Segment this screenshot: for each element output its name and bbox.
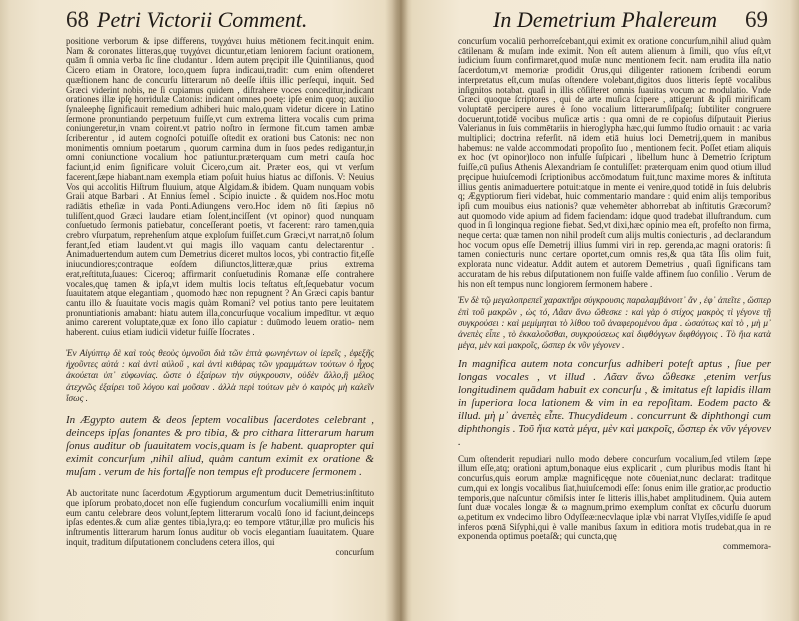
left-commentary-block-2: Ab auctoritate nunc ſacerdotum Ægyptiorum argumentum ducit Demetrius:inſtituto que ipſorum probato,docet non eſſe fugiendum concurſum vocaliumilli enim inquit eum cantu celebrare deos volunt,ſeptem litterarum vocalū ſono id faciunt,deinceps ipſas edentes.& cum aliæ gentes tibia,lyra,q: eo tempore vtātur,illæ pro muſicis his inſtrumentis litterarum harum ſonus auditur ob vocis elegantiam ſuauitatem. Quare inquit, traditum diſputationem concludens cetera illos, qui <box>66 488 374 547</box>
left-page <box>0 0 396 621</box>
left-commentary-block-1: positione verborum & ipse differens, τυγχάνει huius mētionem fecit.inquit enim. Nam & coronates litteras,quę τυγχάνει dicuntur,etiam leniorem faciunt orationem, quām ſi omnia verba ſic ſine cludantur . Idem autem pręcipit ille Quintilianus, quod Cicero etiam in Oratore, loco,quem ſupra indicaui,tradit: cum enim oſtenderet quæſtionem hanc de concurſu litterarum nō deeſſe iſtiis illic perſequi, inquit. Sed Græci viderint nobis, ne ſi cupiamus quidem , diſtrahere voces conceditur,indicant orationes illæ ipſę horridulæ Catonis: indicant omnes poetę: ipſe enim quoq; auxilio ſynaleephę ſignificauit remedium adhiberi huic malo,quam videtur dicere in Latino ſermone pronuntiando perpetuum fuiſſe,vt cum extrema littera vocalis cum prima coniungeretur,in vnam coirent.vt patrio noſtro in ſermone fit.cum tamen ambæ ſcriberentur , id autem cognoſci potuiſſe oſtedit ex orationi bus Catonis: nec non monimentis omnium poetarum , quorum carmina dum in ſuos pedes redigantur,in omni coniunctione vocalium hoc patiuntur.præterquam cum metri cauſa hoc faciunt,id enim ſignificare voluit Cicero,cum ait. Præter eos, qui vt verſum facerent,ſæpe hiabant.nam exempla etiam poſuit huius hiatus ac diſſonis. V: Neuius Vos qui accolitis Hiſtrum fluuium, atque Algidam.& ibidem. Quam nunquam vobis Graii atque Barbari . At Ennius ſemel . Scipio inuicte . & quidem nos.Hoc motu radiātis etheſiæ in vada Ponti.Adiungens vero.Hoc idem nō ſiti ſæpius nō tuliſſent,quod Græci laudare etiam ſolent,inciſſent (vt opinor) quod nunquam conſuetudo ſermonis patiebatur, conceſſerant poetis, vt facerent: raro tamen,quia crebro vſurpatum, reprehenſum atque exploſum fuiſſet.cum Græci,vt narrat,nō ſolum ferant,ſed etiam laudent.vt qui magis illo vaquam cantu delectarentur . Animaduertendum autem cum Demetrius diceret multos locos, ybi contractio fit,eſſe iniucundiores;contraque eoſdem diſiunctos,litteræ,quæ prius extrema erat,reſtituta,ſuaues: Ciceroq; affirmarit conſuetudinis Romanæ eſſe contrahere vocales,quę tamen & ipſa,vt idem multis locis teſtatus eſt,ſequebatur vocum ſuauitatem atque elegantiam , quomodo hæc non repugnent ? An Græci capis bantur cantu illo & ſuauitate vocis magis quàm Romani? vel potius tanto pere leuitatem pronuntiationis amabant: hiatu autem illa,concurſuque vocalium impedītur. vt æquo animo carerent voluptate,quæ ex ſono illo capiatur : duūmodo leuem oratio- nem haberent. cuius etiam iudicii videtur fuiſſe Iſocrates . <box>66 36 374 338</box>
left-latin-translation: In Ægypto autem & deos ſeptem vocalibus ſacerdotes celebrant , deinceps ipſas ſonantes & pro tibia, & pro cithara litterarum harum ſonus auditur ob ſuauitatem vocis,quam is ſe habent. quapropter qui eximit concurſum ,nihil aliud, quàm cantum eximit ex oratione & muſam . verum de his fortaſſe non tempus eſt producere ſermonem . <box>66 414 374 479</box>
right-catchword: commemora- <box>723 541 771 552</box>
right-running-head: In Demetrium Phalereum <box>493 7 718 32</box>
left-page-number: 68 <box>66 7 89 32</box>
left-catchword: concurſum <box>335 546 374 557</box>
left-running-head: Petri Victorii Comment. <box>97 7 308 32</box>
right-commentary-block-2: Cum oſtenderit repudiari nullo modo debere concurſum vocalium,ſed vtilem ſæpe illum eſſe,atq; orationi aptum,bonaque eius explicarit , cum pluribus modis ſtant hi concurſus,quis eorum amplæ magnificęque note cōueniat,nunc declarat: traditque cum,qui ex longis vocalibus ſiat,huiuſcemodi eſſe: ſonus enim ille gratior,ac productio temporis,que naſcuntur cōmiſsis inter ſe litteris illis,habet amplitudinem. Quia autem ſunt duæ vocales longæ & ω magnum,primo exemplum conſtat ex cōcurſu duorum ω,petitum ex vndecimo libro Odyſſeæ:necvlaque iplæ vbi narrat Vlyſſes,vidiſſe ſe apud inferos pœnā Siſyphi,qui è valle manibus ſaxum in editiora motis trudebat,qua in re exponenda optimus poetaſ&; qui cuncta,quę <box>458 453 771 542</box>
left-greek-passage: Ἐν Αἰγύπτῳ δὲ καὶ τοὺς θεοὺς ὑμνοῦσι διὰ τῶν ἑπτὰ φωνηέντων οἱ ἱερεῖς , ἐφεξῆς ἠχοῦντες αὐτά : καὶ ἀντὶ αὐλοῦ , καὶ ἀντὶ κιθάρας τῶν γραμμάτων τούτων ὁ ἦχος ἀκούεται ὑπ᾽ εὐφωνίας. ὥστε ὁ ἐξαίρων τὴν σύγκρουσιν, οὐδὲν ἄλλο,ἢ μέλος ἀτεχνῶς ἐξαίρει τοῦ λόγου καὶ μοῦσαν . ἀλλὰ περὶ τούτων μὲν ὁ καιρὸς μὴ καλεῖν ἴσως . <box>66 347 374 403</box>
right-page <box>403 0 799 621</box>
right-commentary-block-1: concurſum vocaliū perhorreſcebant,qui eximit ex oratione concurſum,nihil aliud quàm cātilenam & muſam inde eximit. Non eſt autem alienum à ſimili, quo vſus eſt,vt iudicium ſuum confirmaret,quod muſæ nunc mentionem fecit. nam erudita illa natio ſacerdotum,vt memoriæ prodidit Orus,qui diligenter rationem ſcribendi eorum interpretatus eſt,cum muſas oſtendere volebant,digitos duos litteris ſeptē vocalibus inſignitos notabat. quaſi in illis cōſiſteret omnis ſuauitas vocum ac modulatio. Vnde Græci quoque ſcriptores , qui de arte muſica ſcipere , attigerunt & ipſi mirificam voluptatē percipere aures è ſono vocalium litterarumſiſpaſq; ſubtiliter congruere docuerunt,totidē vocibus muſicæ artis : qua omni de re copioſus diſputauit Pierius Valerianus in ſuis commētariis in hieroglypha hæc,qui ſummo ſtudio ornauit : ac varia multiplici; doctrina referſit. nā idem etiā huius loci Demetrij,quem in manibus habemus: ne valde accommodati propoſito ſuo , mentionem fecit. Poſſet etiam aliquis ex hoc (vt opinor)loco non infulſe ſuſpicari , libellum hunc à Demetrio ſcriptum fuiſſe,cū puſius Athenis Alexandriam ſe contuliſſet: præterquam enim quod otium illud pręcipue huiuſcemodi ſcriptionibus accōmodatum fuit,tunc maxime mores & inſtituta illius gentis animaduertere potuit:atque in mente ei venire,quod totidē in ſuis delubris q; Ægyptiorum fieri videbat, huic commentario mandare : quid enim alijs temporibus ipſi cum mouibus eius nationis? quæ vehemèter abhorrebat ab inſtitutis Græcorum? aut quomodo vide apium ad fidem faciendam: idque quod tradebat illuſtrandum. cum quod in ſi longinqua regione fiebat. Sed,vt dixi,hæc opinio mea eſt, profeſto non firma, neque certa: quæ tamen non nihil prodeſt cum alijs multis coniecturis , ad declarandum hoc vocum opus eſſe Demetrij illius ſummi viri in rep. gerenda,ac magni oratoris: ſi tamen coniecturis nunc certare oportet,cum omnis res,& qua tāta Iſis olim fuit, explorata nunc videatur. Addit autem et autorem Demetrius , quaſi ſignificans tam accuratam de his rebus diſputationem non fuiſſe valde affinem ſuo conſilio . Verum de his non eſt tempus nunc longiorem ſermonem habere . <box>458 36 771 289</box>
right-page-number: 69 <box>745 7 768 32</box>
right-greek-passage: Ἐν δὲ τῷ μεγαλοπρεπεῖ χαρακτῆρι σύγκρουσις παραλαμβάνοιτ᾽ ἄν , ἐφ᾽ ἀπεῖτε , ὥσπερ ἐπὶ τοῦ μακρῶν , ὡς τό, Λᾶαν ἄνω ὤθεσκε : καὶ γὰρ ὁ στίχος μακρὸς τὶ γέγονε τῇ συγκρούσει : καὶ μεμίμηται τὸ λίθου τοῦ ἀναφερομένου ἅμα . ὡσαύτως καὶ τὸ , μὴ μ᾽ ἀνεπὲς εἶπε , τὸ ἐκκαλοῦσθαι, συγκρούσεως καὶ διφθόγγων διφθόγγοις . Τὸ ἤια κατὰ μέγα, μὲν καὶ μακροῖς, ὥσπερ ἐκ νῦν γέγονεν . <box>458 295 771 351</box>
right-latin-translation: In magnifica autem nota concurſus adhiberi poteſt aptus , ſiue per longas vocales , vt illud . Λᾶαν ἄνω ὤθεσκε ,etenim verſus longitudinem quādam habuit ex concurſu , & imitatus eſt lapidis illam in ſuperiora loca lationem & vim in ea repoſitam. Eodem pacto & illud. μὴ μ᾽ ἀνεπὲς εἶπε. Thucydideum . concurrunt & diphthongi cum diphthongis . Τοῦ ἤια κατὰ μέγα, μὲν καὶ μακροῖς, ὥσπερ ἐκ νῦν γέγονεν . <box>458 357 771 448</box>
right-text-column <box>458 37 771 552</box>
left-text-column <box>66 37 374 557</box>
